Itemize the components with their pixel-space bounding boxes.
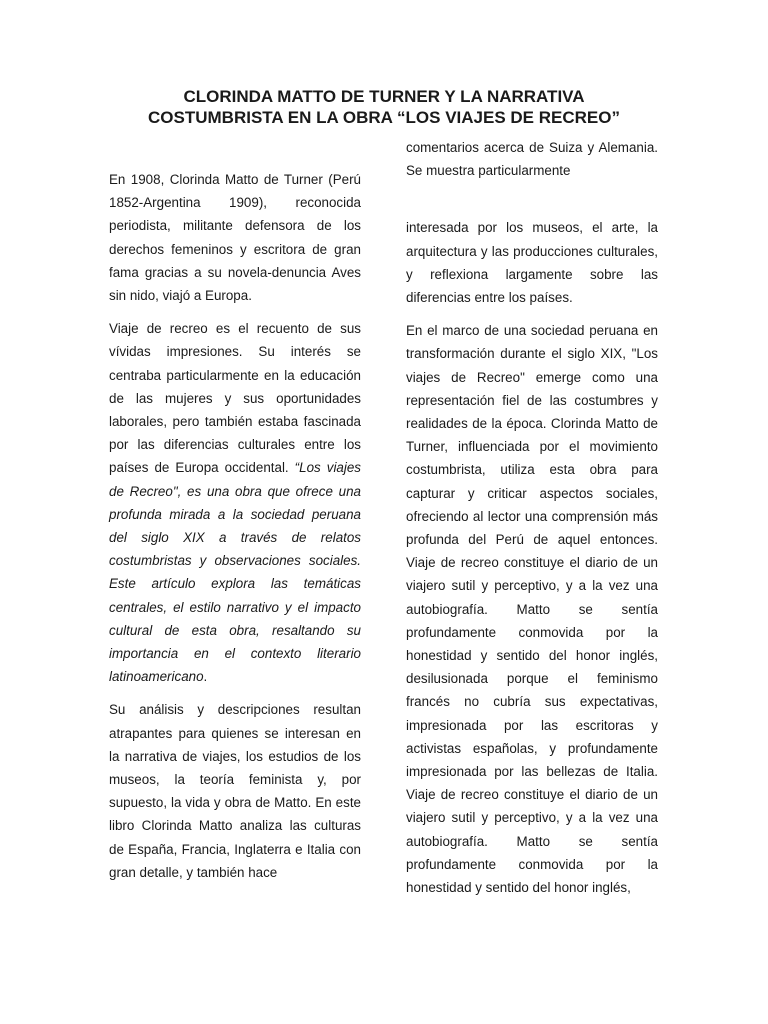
document-title — [100, 86, 668, 128]
title-line-2: COSTUMBRISTA EN LA OBRA “LOS VIAJES DE RECREO” — [148, 108, 620, 127]
right-paragraph-3: En el marco de una sociedad peruana en transformación durante el siglo XIX, "Los viajes de Recreo" emerge como una representación fiel de las costumbres y realidades de la época. Clorinda Matto de Turner, influenciada por el movimiento costumbrista, utiliza esta obra para capturar y criticar aspectos sociales, ofreciendo al lector una comprensión más profunda del Perú de aquel entonces. Viaje de recreo constituye el diario de un viajero sutil y perceptivo, y a la vez una autobiografía. Matto se sentía profundamente conmovida por la honestidad y sentido del honor inglés, desilusionada porque el feminismo francés no cubría sus expectativas, impresionada por las escritoras y activistas españolas, y profundamente impresionada por las bellezas de Italia. Viaje de recreo constituye el diario de un viajero sutil y perceptivo, y a la vez una autobiografía. Matto se sentía profundamente conmovida por la honestidad y sentido del honor inglés, — [406, 323, 658, 896]
left-paragraph-2 — [109, 317, 361, 688]
right-paragraph-2: interesada por los museos, el arte, la arquitectura y las producciones culturales, y reflexiona largamente sobre las diferencias entre los países. — [406, 220, 658, 306]
left-paragraph-2-text: Viaje de recreo es el recuento de sus vívidas impresiones. Su interés se centraba particularmente en la educación de las mujeres y sus oportunidades laborales, pero también estaba fascinada por las diferencias culturales entre los países de Europa occidental. — [109, 321, 361, 476]
left-paragraph-2-italic: “Los viajes de Recreo", es una obra que ofrece una profunda mirada a la sociedad peruana del siglo XIX a través de relatos costumbristas y observaciones sociales. Este artículo explora las temáticas centrales, el estilo narrativo y el impacto cultural de esta obra, resaltando su importancia en el contexto literario latinoamericano — [109, 460, 361, 685]
right-paragraph-1: comentarios acerca de Suiza y Alemania. Se muestra particularmente — [406, 140, 658, 179]
right-column — [406, 136, 658, 899]
left-column — [109, 168, 361, 884]
left-paragraph-1: En 1908, Clorinda Matto de Turner (Perú 1852-Argentina 1909), reconocida periodista, militante defensora de los derechos femeninos y escritora de gran fama gracias a su novela-denuncia Aves sin nido, viajó a Europa. — [109, 172, 361, 304]
left-paragraph-2-end: . — [203, 669, 208, 685]
left-paragraph-3: Su análisis y descripciones resultan atrapantes para quienes se interesan en la narrativa de viajes, los estudios de los museos, la teoría feminista y, por supuesto, la vida y obra de Matto. En este libro Clorinda Matto analiza las culturas de España, Francia, Inglaterra e Italia con gran detalle, y también hace — [109, 702, 361, 880]
title-line-1: CLORINDA MATTO DE TURNER Y LA NARRATIVA — [183, 87, 585, 106]
